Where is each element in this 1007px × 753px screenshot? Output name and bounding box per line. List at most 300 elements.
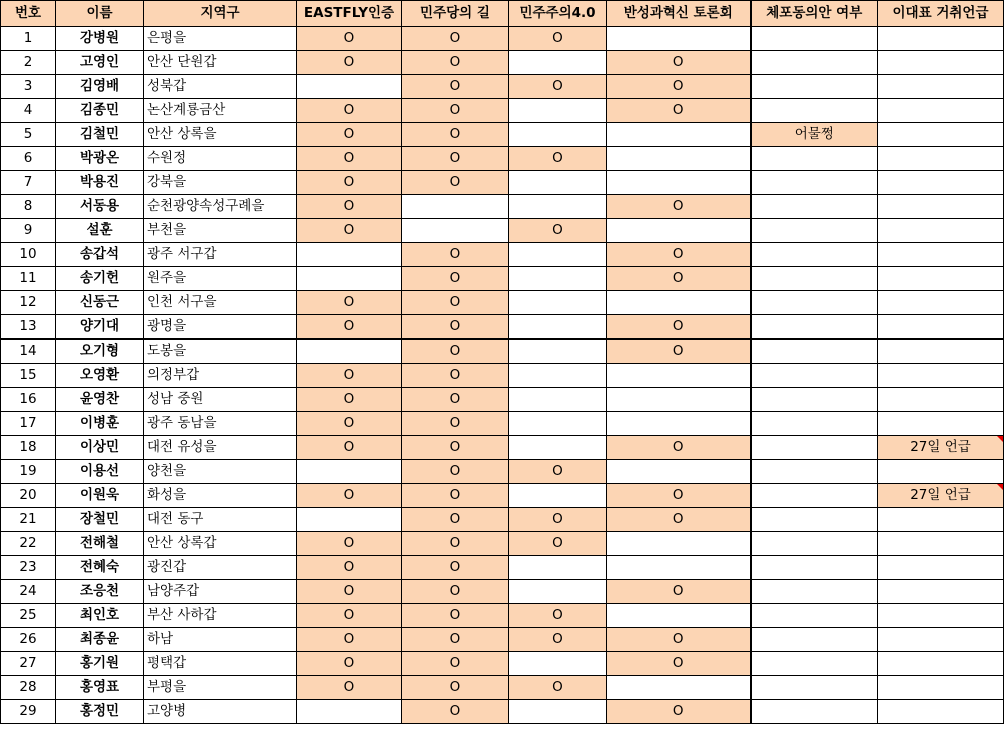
header-col-leader-resignation[interactable]: 이대표 거취언급 xyxy=(878,1,1004,27)
table-row xyxy=(1,267,1004,291)
district-cell[interactable]: 평택갑 xyxy=(144,652,297,676)
col-democracy-4-cell[interactable] xyxy=(509,243,607,267)
col-leader-resignation-cell[interactable] xyxy=(878,75,1004,99)
district-cell[interactable]: 대전 유성을 xyxy=(144,436,297,460)
member-name-cell[interactable]: 강병원 xyxy=(56,27,144,51)
col-leader-resignation-cell[interactable] xyxy=(878,195,1004,219)
row-number-cell[interactable]: 4 xyxy=(1,99,56,123)
col-arrest-motion-cell[interactable] xyxy=(751,580,878,604)
district-cell[interactable]: 원주을 xyxy=(144,267,297,291)
row-number-cell[interactable]: 14 xyxy=(1,339,56,364)
col-eastfly-cell[interactable] xyxy=(297,460,402,484)
col-reflection-forum-cell[interactable] xyxy=(607,291,751,315)
member-name-cell[interactable]: 송기헌 xyxy=(56,267,144,291)
col-eastfly-cell[interactable]: O xyxy=(297,364,402,388)
col-leader-resignation-cell[interactable] xyxy=(878,460,1004,484)
col-arrest-motion-cell[interactable] xyxy=(751,460,878,484)
district-cell[interactable]: 성남 중원 xyxy=(144,388,297,412)
member-name-cell[interactable]: 조응천 xyxy=(56,580,144,604)
row-number-cell[interactable]: 25 xyxy=(1,604,56,628)
col-arrest-motion-cell[interactable] xyxy=(751,652,878,676)
row-number-cell[interactable]: 19 xyxy=(1,460,56,484)
member-name-cell[interactable]: 설훈 xyxy=(56,219,144,243)
district-cell[interactable]: 광주 서구갑 xyxy=(144,243,297,267)
col-arrest-motion-cell[interactable] xyxy=(751,51,878,75)
member-name-cell[interactable]: 이원욱 xyxy=(56,484,144,508)
member-name-cell[interactable]: 전혜숙 xyxy=(56,556,144,580)
header-col-name[interactable]: 이름 xyxy=(56,1,144,27)
col-arrest-motion-cell[interactable] xyxy=(751,315,878,340)
row-number-cell[interactable]: 1 xyxy=(1,27,56,51)
member-name-cell[interactable]: 홍영표 xyxy=(56,676,144,700)
member-name-cell[interactable]: 송갑석 xyxy=(56,243,144,267)
row-number-cell[interactable]: 6 xyxy=(1,147,56,171)
member-name-cell[interactable]: 서동용 xyxy=(56,195,144,219)
col-reflection-forum-cell[interactable] xyxy=(607,147,751,171)
table-row xyxy=(1,339,1004,364)
member-name-cell[interactable]: 양기대 xyxy=(56,315,144,340)
col-democratic-road-cell[interactable]: O xyxy=(402,676,509,700)
col-leader-resignation-cell[interactable] xyxy=(878,99,1004,123)
col-leader-resignation-cell[interactable] xyxy=(878,219,1004,243)
col-eastfly-cell[interactable]: O xyxy=(297,412,402,436)
col-arrest-motion-cell[interactable] xyxy=(751,628,878,652)
col-reflection-forum-cell[interactable] xyxy=(607,123,751,147)
col-leader-resignation-cell[interactable] xyxy=(878,388,1004,412)
member-name-cell[interactable]: 전해철 xyxy=(56,532,144,556)
col-eastfly-cell[interactable]: O xyxy=(297,195,402,219)
district-cell[interactable]: 광진갑 xyxy=(144,556,297,580)
col-leader-resignation-cell[interactable] xyxy=(878,556,1004,580)
col-reflection-forum-cell[interactable]: O xyxy=(607,315,751,340)
col-leader-resignation-cell[interactable] xyxy=(878,508,1004,532)
col-eastfly-cell[interactable] xyxy=(297,243,402,267)
col-arrest-motion-cell[interactable] xyxy=(751,484,878,508)
col-reflection-forum-cell[interactable]: O xyxy=(607,484,751,508)
col-arrest-motion-cell[interactable] xyxy=(751,243,878,267)
district-cell[interactable]: 광주 동남을 xyxy=(144,412,297,436)
col-reflection-forum-cell[interactable]: O xyxy=(607,436,751,460)
header-col-district[interactable]: 지역구 xyxy=(144,1,297,27)
member-name-cell[interactable]: 홍정민 xyxy=(56,700,144,724)
col-democracy-4-cell[interactable]: O xyxy=(509,27,607,51)
row-number-cell[interactable]: 15 xyxy=(1,364,56,388)
row-number-cell[interactable]: 12 xyxy=(1,291,56,315)
col-reflection-forum-cell[interactable]: O xyxy=(607,267,751,291)
col-democracy-4-cell[interactable]: O xyxy=(509,219,607,243)
col-arrest-motion-cell[interactable] xyxy=(751,219,878,243)
row-number-cell[interactable]: 21 xyxy=(1,508,56,532)
district-cell[interactable]: 의정부갑 xyxy=(144,364,297,388)
table-row xyxy=(1,556,1004,580)
col-eastfly-cell[interactable]: O xyxy=(297,436,402,460)
member-name-cell[interactable]: 고영인 xyxy=(56,51,144,75)
header-col-democratic-road[interactable]: 민주당의 길 xyxy=(402,1,509,27)
col-reflection-forum-cell[interactable]: O xyxy=(607,99,751,123)
col-eastfly-cell[interactable]: O xyxy=(297,484,402,508)
col-leader-resignation-cell[interactable] xyxy=(878,51,1004,75)
col-democratic-road-cell[interactable]: O xyxy=(402,460,509,484)
table-row xyxy=(1,580,1004,604)
member-name-cell[interactable]: 박광온 xyxy=(56,147,144,171)
col-reflection-forum-cell[interactable]: O xyxy=(607,195,751,219)
row-number-cell[interactable]: 16 xyxy=(1,388,56,412)
district-cell[interactable]: 안산 상록을 xyxy=(144,123,297,147)
table-row xyxy=(1,676,1004,700)
table-row xyxy=(1,51,1004,75)
table-row xyxy=(1,243,1004,267)
col-eastfly-cell[interactable]: O xyxy=(297,676,402,700)
col-leader-resignation-cell[interactable] xyxy=(878,532,1004,556)
col-democratic-road-cell[interactable]: O xyxy=(402,315,509,340)
col-democratic-road-cell[interactable]: O xyxy=(402,51,509,75)
district-cell[interactable]: 성북갑 xyxy=(144,75,297,99)
row-number-cell[interactable]: 8 xyxy=(1,195,56,219)
district-cell[interactable]: 수원정 xyxy=(144,147,297,171)
district-cell[interactable]: 광명을 xyxy=(144,315,297,340)
table-row xyxy=(1,508,1004,532)
row-number-cell[interactable]: 5 xyxy=(1,123,56,147)
row-number-cell[interactable]: 9 xyxy=(1,219,56,243)
table-row xyxy=(1,460,1004,484)
col-eastfly-cell[interactable]: O xyxy=(297,652,402,676)
col-democracy-4-cell[interactable] xyxy=(509,315,607,340)
row-number-cell[interactable]: 20 xyxy=(1,484,56,508)
district-cell[interactable]: 화성을 xyxy=(144,484,297,508)
member-name-cell[interactable]: 최인호 xyxy=(56,604,144,628)
col-democracy-4-cell[interactable] xyxy=(509,652,607,676)
col-eastfly-cell[interactable]: O xyxy=(297,628,402,652)
col-arrest-motion-cell[interactable] xyxy=(751,532,878,556)
col-democratic-road-cell[interactable]: O xyxy=(402,27,509,51)
col-reflection-forum-cell[interactable] xyxy=(607,171,751,195)
district-cell[interactable]: 안산 상록갑 xyxy=(144,532,297,556)
col-leader-resignation-cell[interactable] xyxy=(878,243,1004,267)
col-arrest-motion-cell[interactable]: 어물쩡 xyxy=(751,123,878,147)
col-democracy-4-cell[interactable] xyxy=(509,51,607,75)
col-eastfly-cell[interactable] xyxy=(297,267,402,291)
col-eastfly-cell[interactable]: O xyxy=(297,580,402,604)
table-row xyxy=(1,364,1004,388)
member-name-cell[interactable]: 오기형 xyxy=(56,339,144,364)
district-cell[interactable]: 대전 동구 xyxy=(144,508,297,532)
col-democratic-road-cell[interactable]: O xyxy=(402,339,509,364)
col-reflection-forum-cell[interactable]: O xyxy=(607,700,751,724)
col-arrest-motion-cell[interactable] xyxy=(751,99,878,123)
district-cell[interactable]: 논산계룡금산 xyxy=(144,99,297,123)
col-leader-resignation-cell[interactable] xyxy=(878,700,1004,724)
col-democracy-4-cell[interactable]: O xyxy=(509,147,607,171)
district-cell[interactable]: 양천을 xyxy=(144,460,297,484)
col-eastfly-cell[interactable] xyxy=(297,508,402,532)
col-leader-resignation-cell[interactable]: 27일 언급 xyxy=(878,436,1004,460)
comment-indicator-icon[interactable] xyxy=(997,484,1003,490)
col-democracy-4-cell[interactable]: O xyxy=(509,460,607,484)
district-cell[interactable]: 부산 사하갑 xyxy=(144,604,297,628)
col-eastfly-cell[interactable]: O xyxy=(297,51,402,75)
col-eastfly-cell[interactable]: O xyxy=(297,315,402,340)
col-democratic-road-cell[interactable]: O xyxy=(402,580,509,604)
table-row xyxy=(1,652,1004,676)
col-arrest-motion-cell[interactable] xyxy=(751,364,878,388)
col-arrest-motion-cell[interactable] xyxy=(751,339,878,364)
row-number-cell[interactable]: 17 xyxy=(1,412,56,436)
col-leader-resignation-cell[interactable] xyxy=(878,27,1004,51)
member-name-cell[interactable]: 오영환 xyxy=(56,364,144,388)
row-number-cell[interactable]: 18 xyxy=(1,436,56,460)
col-democratic-road-cell[interactable]: O xyxy=(402,700,509,724)
district-cell[interactable]: 순천광양속성구례을 xyxy=(144,195,297,219)
table-row xyxy=(1,99,1004,123)
table-row xyxy=(1,147,1004,171)
col-eastfly-cell[interactable]: O xyxy=(297,171,402,195)
row-number-cell[interactable]: 26 xyxy=(1,628,56,652)
col-eastfly-cell[interactable]: O xyxy=(297,99,402,123)
col-reflection-forum-cell[interactable]: O xyxy=(607,243,751,267)
table-row xyxy=(1,484,1004,508)
header-col-eastfly[interactable]: EASTFLY인증 xyxy=(297,1,402,27)
member-name-cell[interactable]: 이용선 xyxy=(56,460,144,484)
col-democratic-road-cell[interactable]: O xyxy=(402,652,509,676)
col-reflection-forum-cell[interactable] xyxy=(607,412,751,436)
col-democratic-road-cell[interactable]: O xyxy=(402,532,509,556)
col-democratic-road-cell[interactable]: O xyxy=(402,556,509,580)
col-democracy-4-cell[interactable]: O xyxy=(509,676,607,700)
col-arrest-motion-cell[interactable] xyxy=(751,436,878,460)
table-row xyxy=(1,195,1004,219)
col-leader-resignation-cell[interactable] xyxy=(878,652,1004,676)
row-number-cell[interactable]: 13 xyxy=(1,315,56,340)
col-reflection-forum-cell[interactable]: O xyxy=(607,75,751,99)
district-cell[interactable]: 인천 서구을 xyxy=(144,291,297,315)
col-eastfly-cell[interactable]: O xyxy=(297,27,402,51)
table-row xyxy=(1,171,1004,195)
table-row xyxy=(1,123,1004,147)
col-democratic-road-cell[interactable]: O xyxy=(402,508,509,532)
col-democracy-4-cell[interactable] xyxy=(509,123,607,147)
col-reflection-forum-cell[interactable] xyxy=(607,219,751,243)
col-democratic-road-cell[interactable]: O xyxy=(402,171,509,195)
header-col-democracy-4[interactable]: 민주주의4.0 xyxy=(509,1,607,27)
col-eastfly-cell[interactable]: O xyxy=(297,147,402,171)
comment-indicator-icon[interactable] xyxy=(997,436,1003,442)
col-democratic-road-cell[interactable]: O xyxy=(402,267,509,291)
table-row xyxy=(1,27,1004,51)
col-eastfly-cell[interactable]: O xyxy=(297,532,402,556)
col-reflection-forum-cell[interactable] xyxy=(607,364,751,388)
table-row xyxy=(1,604,1004,628)
table-row xyxy=(1,628,1004,652)
table-row xyxy=(1,75,1004,99)
col-democracy-4-cell[interactable]: O xyxy=(509,532,607,556)
row-number-cell[interactable]: 7 xyxy=(1,171,56,195)
col-leader-resignation-cell[interactable] xyxy=(878,580,1004,604)
col-democratic-road-cell[interactable] xyxy=(402,195,509,219)
col-democracy-4-cell[interactable] xyxy=(509,291,607,315)
col-reflection-forum-cell[interactable]: O xyxy=(607,51,751,75)
member-name-cell[interactable]: 신동근 xyxy=(56,291,144,315)
table-row xyxy=(1,291,1004,315)
col-eastfly-cell[interactable]: O xyxy=(297,291,402,315)
table-row xyxy=(1,412,1004,436)
col-democratic-road-cell[interactable]: O xyxy=(402,604,509,628)
col-democracy-4-cell[interactable] xyxy=(509,195,607,219)
col-leader-resignation-cell[interactable] xyxy=(878,123,1004,147)
col-leader-resignation-cell[interactable] xyxy=(878,339,1004,364)
member-name-cell[interactable]: 이병훈 xyxy=(56,412,144,436)
table-body xyxy=(1,1,1004,724)
col-reflection-forum-cell[interactable] xyxy=(607,388,751,412)
header-col-number[interactable]: 번호 xyxy=(1,1,56,27)
col-reflection-forum-cell[interactable] xyxy=(607,604,751,628)
district-cell[interactable]: 도봉을 xyxy=(144,339,297,364)
header-col-arrest-motion[interactable]: 체포동의안 여부 xyxy=(751,1,878,27)
col-democratic-road-cell[interactable]: O xyxy=(402,243,509,267)
col-leader-resignation-cell[interactable] xyxy=(878,291,1004,315)
member-name-cell[interactable]: 이상민 xyxy=(56,436,144,460)
table-row xyxy=(1,388,1004,412)
col-eastfly-cell[interactable]: O xyxy=(297,604,402,628)
col-leader-resignation-cell[interactable] xyxy=(878,364,1004,388)
row-number-cell[interactable]: 28 xyxy=(1,676,56,700)
col-reflection-forum-cell[interactable] xyxy=(607,532,751,556)
col-democracy-4-cell[interactable] xyxy=(509,412,607,436)
col-arrest-motion-cell[interactable] xyxy=(751,171,878,195)
col-arrest-motion-cell[interactable] xyxy=(751,388,878,412)
col-democracy-4-cell[interactable] xyxy=(509,388,607,412)
col-eastfly-cell[interactable] xyxy=(297,339,402,364)
col-democratic-road-cell[interactable]: O xyxy=(402,484,509,508)
row-number-cell[interactable]: 27 xyxy=(1,652,56,676)
col-eastfly-cell[interactable]: O xyxy=(297,556,402,580)
row-number-cell[interactable]: 2 xyxy=(1,51,56,75)
col-democratic-road-cell[interactable]: O xyxy=(402,75,509,99)
col-democracy-4-cell[interactable] xyxy=(509,364,607,388)
district-cell[interactable]: 부평을 xyxy=(144,676,297,700)
col-arrest-motion-cell[interactable] xyxy=(751,700,878,724)
col-reflection-forum-cell[interactable]: O xyxy=(607,508,751,532)
col-democracy-4-cell[interactable] xyxy=(509,484,607,508)
col-eastfly-cell[interactable]: O xyxy=(297,388,402,412)
col-reflection-forum-cell[interactable]: O xyxy=(607,652,751,676)
col-arrest-motion-cell[interactable] xyxy=(751,676,878,700)
col-arrest-motion-cell[interactable] xyxy=(751,195,878,219)
col-arrest-motion-cell[interactable] xyxy=(751,291,878,315)
district-cell[interactable]: 은평을 xyxy=(144,27,297,51)
district-cell[interactable]: 남양주갑 xyxy=(144,580,297,604)
col-democracy-4-cell[interactable] xyxy=(509,436,607,460)
member-name-cell[interactable]: 김철민 xyxy=(56,123,144,147)
col-democracy-4-cell[interactable] xyxy=(509,171,607,195)
col-democracy-4-cell[interactable]: O xyxy=(509,508,607,532)
district-cell[interactable]: 안산 단원갑 xyxy=(144,51,297,75)
col-reflection-forum-cell[interactable] xyxy=(607,27,751,51)
col-democracy-4-cell[interactable] xyxy=(509,580,607,604)
row-number-cell[interactable]: 23 xyxy=(1,556,56,580)
col-arrest-motion-cell[interactable] xyxy=(751,27,878,51)
col-democratic-road-cell[interactable]: O xyxy=(402,291,509,315)
col-arrest-motion-cell[interactable] xyxy=(751,75,878,99)
member-name-cell[interactable]: 김영배 xyxy=(56,75,144,99)
district-cell[interactable]: 강북을 xyxy=(144,171,297,195)
member-name-cell[interactable]: 장철민 xyxy=(56,508,144,532)
district-cell[interactable]: 고양병 xyxy=(144,700,297,724)
col-democracy-4-cell[interactable] xyxy=(509,267,607,291)
row-number-cell[interactable]: 10 xyxy=(1,243,56,267)
col-democratic-road-cell[interactable]: O xyxy=(402,147,509,171)
col-democratic-road-cell[interactable]: O xyxy=(402,364,509,388)
col-democratic-road-cell[interactable]: O xyxy=(402,123,509,147)
col-leader-resignation-cell[interactable] xyxy=(878,267,1004,291)
col-arrest-motion-cell[interactable] xyxy=(751,147,878,171)
col-democracy-4-cell[interactable] xyxy=(509,700,607,724)
col-leader-resignation-cell[interactable] xyxy=(878,628,1004,652)
col-democracy-4-cell[interactable] xyxy=(509,99,607,123)
col-democratic-road-cell[interactable]: O xyxy=(402,412,509,436)
col-democracy-4-cell[interactable]: O xyxy=(509,75,607,99)
col-leader-resignation-cell[interactable] xyxy=(878,676,1004,700)
col-reflection-forum-cell[interactable]: O xyxy=(607,628,751,652)
district-cell[interactable]: 부천을 xyxy=(144,219,297,243)
col-leader-resignation-cell[interactable] xyxy=(878,604,1004,628)
col-leader-resignation-cell[interactable] xyxy=(878,147,1004,171)
col-arrest-motion-cell[interactable] xyxy=(751,508,878,532)
table-row xyxy=(1,436,1004,460)
col-democratic-road-cell[interactable]: O xyxy=(402,628,509,652)
member-name-cell[interactable]: 박용진 xyxy=(56,171,144,195)
col-arrest-motion-cell[interactable] xyxy=(751,604,878,628)
col-eastfly-cell[interactable]: O xyxy=(297,219,402,243)
col-eastfly-cell[interactable] xyxy=(297,75,402,99)
col-democracy-4-cell[interactable] xyxy=(509,339,607,364)
col-eastfly-cell[interactable]: O xyxy=(297,123,402,147)
col-arrest-motion-cell[interactable] xyxy=(751,267,878,291)
col-reflection-forum-cell[interactable] xyxy=(607,556,751,580)
row-number-cell[interactable]: 24 xyxy=(1,580,56,604)
member-name-cell[interactable]: 홍기원 xyxy=(56,652,144,676)
col-arrest-motion-cell[interactable] xyxy=(751,412,878,436)
col-reflection-forum-cell[interactable]: O xyxy=(607,580,751,604)
col-democratic-road-cell[interactable]: O xyxy=(402,436,509,460)
district-cell[interactable]: 하남 xyxy=(144,628,297,652)
header-row xyxy=(1,1,1004,27)
col-leader-resignation-cell[interactable]: 27일 언급 xyxy=(878,484,1004,508)
col-arrest-motion-cell[interactable] xyxy=(751,556,878,580)
member-name-cell[interactable]: 윤영찬 xyxy=(56,388,144,412)
row-number-cell[interactable]: 29 xyxy=(1,700,56,724)
col-democracy-4-cell[interactable]: O xyxy=(509,628,607,652)
col-democratic-road-cell[interactable]: O xyxy=(402,388,509,412)
col-democratic-road-cell[interactable]: O xyxy=(402,99,509,123)
row-number-cell[interactable]: 3 xyxy=(1,75,56,99)
header-col-reflection-forum[interactable]: 반성과혁신 토론회 xyxy=(607,1,751,27)
row-number-cell[interactable]: 22 xyxy=(1,532,56,556)
col-leader-resignation-cell[interactable] xyxy=(878,412,1004,436)
member-name-cell[interactable]: 김종민 xyxy=(56,99,144,123)
row-number-cell[interactable]: 11 xyxy=(1,267,56,291)
member-name-cell[interactable]: 최종윤 xyxy=(56,628,144,652)
col-leader-resignation-cell[interactable] xyxy=(878,315,1004,340)
col-eastfly-cell[interactable] xyxy=(297,700,402,724)
col-democracy-4-cell[interactable] xyxy=(509,556,607,580)
col-leader-resignation-cell[interactable] xyxy=(878,171,1004,195)
col-democracy-4-cell[interactable]: O xyxy=(509,604,607,628)
col-reflection-forum-cell[interactable]: O xyxy=(607,339,751,364)
col-reflection-forum-cell[interactable] xyxy=(607,460,751,484)
table-row xyxy=(1,315,1004,340)
col-reflection-forum-cell[interactable] xyxy=(607,676,751,700)
col-democratic-road-cell[interactable] xyxy=(402,219,509,243)
